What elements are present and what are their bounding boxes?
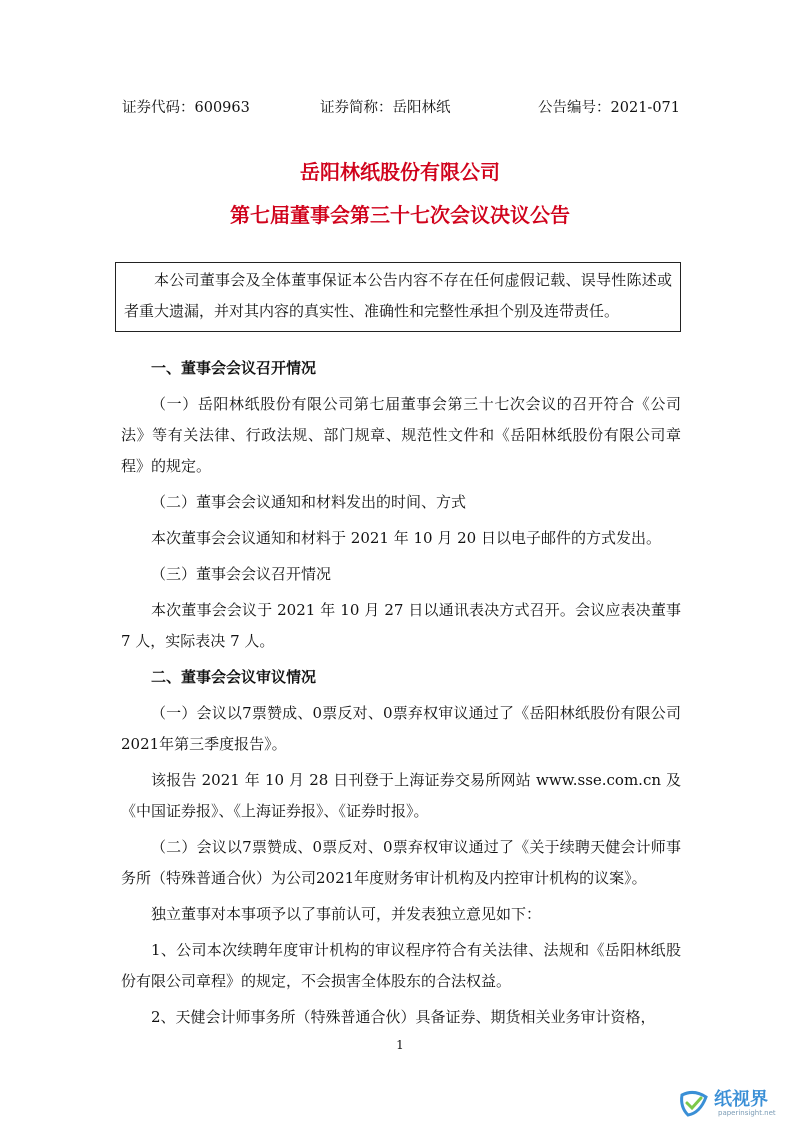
paperinsight-logo-icon	[678, 1087, 710, 1119]
paragraph: （一）会议以7票赞成、0票反对、0票弃权审议通过了《岳阳林纸股份有限公司2021年第三季度报告》。	[121, 704, 681, 753]
section-heading: 二、董事会会议审议情况	[151, 668, 317, 686]
security-abbreviation: 证券简称：岳阳林纸	[320, 100, 451, 116]
paragraph: 独立董事对本事项予以了事前认可，并发表独立意见如下：	[151, 905, 542, 923]
paragraph: （一）岳阳林纸股份有限公司第七届董事会第三十七次会议的召开符合《公司法》等有关法律、行政法规、部门规章、规范性文件和《岳阳林纸股份有限公司章程》的规定。	[121, 395, 681, 475]
paragraph: （二）董事会会议通知和材料发出的时间、方式	[151, 493, 467, 511]
security-code: 证券代码：600963	[122, 100, 250, 116]
watermark-site: paperinsight.net	[718, 1109, 776, 1117]
watermark-logo	[678, 1083, 788, 1123]
company-title: 岳阳林纸股份有限公司	[300, 160, 500, 184]
section-heading: 一、董事会会议召开情况	[151, 359, 317, 377]
paragraph: （二）会议以7票赞成、0票反对、0票弃权审议通过了《关于续聘天健会计师事务所（特殊普通合伙）为公司2021年度财务审计机构及内控审计机构的议案》。	[121, 838, 681, 887]
paragraph: 该报告 2021 年 10 月 28 日刊登于上海证券交易所网站 www.sse.com.cn 及《中国证券报》、《上海证券报》、《证券时报》。	[121, 771, 681, 820]
paragraph: 2、天健会计师事务所（特殊普通合伙）具备证券、期货相关业务审计资格，	[151, 1008, 656, 1026]
paragraph: （三）董事会会议召开情况	[151, 565, 332, 583]
document-body	[121, 353, 681, 1038]
disclaimer-box: 本公司董事会及全体董事保证本公告内容不存在任何虚假记载、误导性陈述或者重大遗漏，并对其内容的真实性、准确性和完整性承担个别及连带责任。	[115, 262, 681, 332]
paragraph: 本次董事会会议于 2021 年 10 月 27 日以通讯表决方式召开。会议应表决董事 7 人，实际表决 7 人。	[121, 601, 681, 650]
paragraph: 本次董事会会议通知和材料于 2021 年 10 月 20 日以电子邮件的方式发出。	[151, 529, 661, 547]
paragraph: 1、公司本次续聘年度审计机构的审议程序符合有关法律、法规和《岳阳林纸股份有限公司章程》的规定，不会损害全体股东的合法权益。	[121, 941, 681, 990]
document-header	[122, 96, 680, 120]
page-number: 1	[396, 1038, 404, 1052]
announcement-number: 公告编号：2021-071	[538, 100, 680, 116]
watermark-name: 纸视界	[714, 1089, 768, 1110]
announcement-title: 第七届董事会第三十七次会议决议公告	[230, 203, 570, 227]
